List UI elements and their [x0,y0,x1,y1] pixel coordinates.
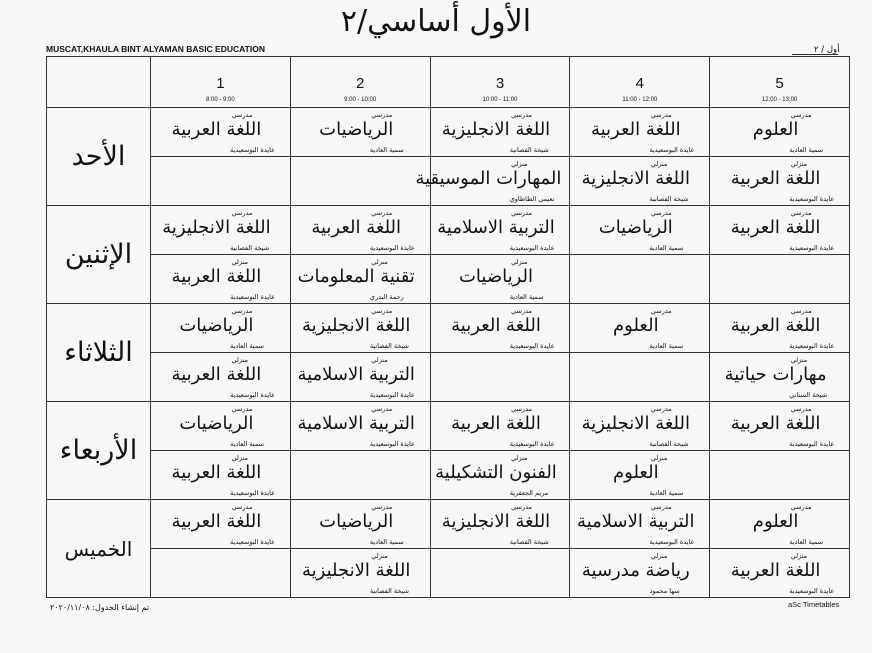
timetable-grid [46,56,850,598]
lesson-cell [430,549,570,598]
teacher-name: عايدة البوسعيدية [509,342,555,350]
subject-name: اللغة العربية [451,413,541,434]
school-name: MUSCAT,KHAULA BINT ALYAMAN BASIC EDUCATION [46,44,265,54]
lesson-cell [430,108,570,157]
lesson-cell [570,206,710,255]
lesson-type: منزلي [650,454,668,462]
lesson-type: مدرسي [790,209,812,217]
lesson-cell [570,549,710,598]
lesson-cell [430,500,570,549]
subject-name: العلوم [752,119,799,140]
subject-name: الفنون التشكيلية [435,462,557,483]
lesson-type: مدرسي [371,503,393,511]
subject-name: اللغة الانجليزية [302,560,411,581]
subject-name: اللغة العربية [451,315,541,336]
teacher-name: سمية العادية [369,146,404,154]
teacher-name: سمية العادية [649,489,684,497]
lesson-cell [151,157,291,206]
lesson-cell [290,108,430,157]
subject-name: الرياضيات [179,315,254,336]
subject-name: اللغة الانجليزية [302,315,411,336]
period-time: 12:00 - 13:00 [761,97,798,103]
lesson-cell [151,255,291,304]
subject-name: الرياضيات [319,119,394,140]
lesson-cell [570,500,710,549]
teacher-name: عايدة البوسعيدية [230,146,276,154]
subject-name: العلوم [613,315,659,336]
period-header [151,57,291,108]
teacher-name: سمية العادية [230,342,264,350]
lesson-type: مدرسي [231,307,253,315]
subject-name: اللغة العربية [730,168,821,189]
lesson-cell [430,451,570,500]
lesson-type: منزلي [790,356,808,364]
teacher-name: عايدة البوسعيدية [789,244,835,252]
lesson-cell [290,353,430,402]
lesson-type: مدرسي [650,307,672,315]
lesson-cell [570,353,710,402]
teacher-name: سمية العادية [649,244,684,252]
teacher-name: سمية العادية [509,293,544,301]
teacher-name: سمية العادية [230,440,264,448]
teacher-name: عايدة البوسعيدية [789,440,835,448]
period-header [710,57,850,108]
lesson-type: مدرسي [790,503,812,511]
lesson-cell [710,500,850,549]
teacher-name: مريم الجعفرية [509,489,549,497]
lesson-cell [415,157,570,206]
period-number: 2 [356,75,365,92]
subject-name: اللغة الانجليزية [162,217,271,238]
subject-name: اللغة العربية [171,462,262,483]
period-time: 10:00 - 11:00 [482,97,518,103]
day-label: الإثنين [47,206,151,304]
day-label: الخميس [47,500,151,598]
lesson-type: منزلي [790,552,808,560]
lesson-cell [290,402,430,451]
lesson-type: مدرسي [371,111,393,119]
subject-name: اللغة الانجليزية [581,413,690,434]
lesson-type: منزلي [371,258,388,266]
lesson-type: مدرسي [511,111,532,119]
lesson-cell [570,108,710,157]
lesson-type: منزلي [371,552,388,560]
lesson-type: منزلي [650,552,668,560]
teacher-name: شيخة الفصانية [649,195,689,203]
teacher-name: عايدة البوسعيدية [649,146,695,154]
subject-name: التربية الاسلامية [297,413,415,434]
lesson-cell [290,500,430,549]
subject-name: التربية الاسلامية [297,364,415,385]
subject-name: العلوم [613,462,659,483]
subject-name: اللغة العربية [171,119,262,140]
created-date: تم إنشاء الجدول: ٢٠٢٠/١١/٠٨ [50,603,150,612]
lesson-type: منزلي [790,160,808,168]
lesson-cell [430,402,570,451]
teacher-name: نعيمي الطاطاوي [509,195,555,203]
lesson-type: مدرسي [790,307,812,315]
lesson-cell [570,451,710,500]
lesson-cell [570,255,710,304]
teacher-name: عايدة البوسعيدية [509,440,555,448]
lesson-cell [290,255,430,304]
lesson-type: مدرسي [371,405,393,413]
page-title: الأول أساسي/٢ [340,4,532,39]
teacher-name: سها محمود [649,587,680,595]
teacher-name: عايدة البوسعيدية [230,489,276,497]
lesson-cell [710,255,850,304]
lesson-cell [710,402,850,451]
teacher-name: عايدة البوسعيدية [369,244,415,252]
lesson-type: مدرسي [650,503,672,511]
lesson-cell [430,353,570,402]
lesson-type: مدرسي [650,209,672,217]
subject-name: اللغة الانجليزية [441,119,551,140]
lesson-cell [430,255,570,304]
lesson-cell [151,108,291,157]
corner-cell [47,57,151,108]
teacher-name: عايدة البوسعيدية [649,538,695,546]
lesson-type: مدرسي [650,111,672,119]
teacher-name: سمية العادية [789,538,824,546]
period-time: 11:00 - 12:00 [622,97,658,103]
period-number: 3 [495,75,505,92]
lesson-cell [710,304,850,353]
lesson-cell [290,206,430,255]
lesson-cell [570,157,710,206]
lesson-type: منزلي [231,356,248,364]
subject-name: اللغة العربية [590,119,681,140]
lesson-type: منزلي [650,160,668,168]
lesson-type: مدرسي [231,405,253,413]
lesson-cell [430,304,570,353]
lesson-type: مدرسي [511,503,532,511]
subject-name: الرياضيات [598,217,673,238]
lesson-type: مدرسي [231,209,253,217]
lesson-cell [710,451,850,500]
teacher-name: شيخة الفصانية [509,146,549,154]
teacher-name: شيخة الفصانية [369,342,410,350]
subject-name: مهارات حياتية [724,364,827,385]
period-number: 4 [635,75,644,92]
lesson-cell [290,157,430,206]
lesson-type: مدرسي [790,111,812,119]
lesson-type: مدرسي [231,111,253,119]
subject-name: اللغة العربية [171,511,262,532]
lesson-cell [151,500,291,549]
subject-name: اللغة الانجليزية [581,168,690,189]
teacher-name: عايدة البوسعيدية [230,293,276,301]
lesson-type: مدرسي [650,405,672,413]
subject-name: التربية الاسلامية [577,511,695,532]
teacher-name: عايدة البوسعيدية [789,587,835,595]
subject-name: الرياضيات [319,511,394,532]
subject-name: الرياضيات [458,266,534,287]
lesson-type: مدرسي [231,503,253,511]
subject-name: اللغة العربية [730,315,821,336]
class-tag-underline [792,54,838,55]
period-number: 5 [775,75,784,92]
teacher-name: عايدة البوسعيدية [230,391,276,399]
teacher-name: عايدة البوسعيدية [509,244,555,252]
subject-name: التربية الاسلامية [437,217,555,238]
lesson-cell [290,451,430,500]
lesson-type: منزلي [511,454,528,462]
lesson-type: مدرسي [511,307,532,315]
lesson-type: مدرسي [371,209,393,217]
period-number: 1 [216,75,225,92]
lesson-cell [151,206,291,255]
subject-name: اللغة الانجليزية [441,511,551,532]
lesson-cell [151,549,291,598]
teacher-name: شيخة الفصانية [649,440,689,448]
teacher-name: عايدة البوسعيدية [369,440,415,448]
class-tag: أول / ٢ [814,45,840,55]
teacher-name: عايدة البوسعيدية [230,538,276,546]
lesson-type: مدرسي [511,405,532,413]
lesson-cell [290,549,430,598]
subject-name: اللغة العربية [311,217,402,238]
period-time: 9:00 - 10:00 [344,97,377,103]
day-label: الثلاثاء [47,304,151,402]
teacher-name: عايدة البوسعيدية [789,342,835,350]
subject-name: اللغة العربية [171,364,262,385]
lesson-cell [151,402,291,451]
lesson-cell [710,108,850,157]
teacher-name: عايدة البوسعيدية [789,195,835,203]
lesson-type: مدرسي [790,405,812,413]
lesson-cell [570,304,710,353]
lesson-type: مدرسي [371,307,393,315]
subject-name: اللغة العربية [730,560,821,581]
subject-name: اللغة العربية [730,413,821,434]
day-label: الأربعاء [47,402,151,500]
period-time: 8:00 - 9:00 [206,97,235,103]
lesson-cell [710,353,850,402]
subject-name: اللغة العربية [171,266,262,287]
subject-name: المهارات الموسيقية [415,168,562,189]
teacher-name: شيخة الفصانية [369,587,410,595]
lesson-cell [151,353,291,402]
lesson-type: منزلي [231,454,248,462]
lesson-type: منزلي [371,356,388,364]
subject-name: العلوم [752,511,799,532]
teacher-name: سمية العادية [649,342,684,350]
software-credit: aSc Timetables [788,600,840,609]
subject-name: اللغة العربية [730,217,821,238]
lesson-cell [570,402,710,451]
lesson-cell [430,206,570,255]
period-header [430,57,570,108]
lesson-type: منزلي [511,258,528,266]
lesson-cell [290,304,430,353]
lesson-cell [710,549,850,598]
lesson-cell [710,206,850,255]
subject-name: رياضة مدرسية [581,560,690,581]
teacher-name: رحمة البدري [369,293,404,301]
teacher-name: شيخة الفصانية [230,244,270,252]
lesson-type: منزلي [231,258,248,266]
day-label: الأحد [47,108,151,206]
lesson-cell [151,451,291,500]
teacher-name: سمية العادية [789,146,824,154]
teacher-name: عايدة البوسعيدية [369,391,415,399]
teacher-name: شيخة الفصانية [509,538,549,546]
period-header [290,57,430,108]
teacher-name: سمية العادية [369,538,404,546]
lesson-type: منزلي [511,160,528,168]
period-header [570,57,710,108]
subject-name: الرياضيات [179,413,254,434]
teacher-name: شيخة السناني [789,391,828,399]
subject-name: تقنية المعلومات [297,266,415,287]
lesson-cell [151,304,291,353]
lesson-type: مدرسي [511,209,532,217]
lesson-cell [710,157,850,206]
